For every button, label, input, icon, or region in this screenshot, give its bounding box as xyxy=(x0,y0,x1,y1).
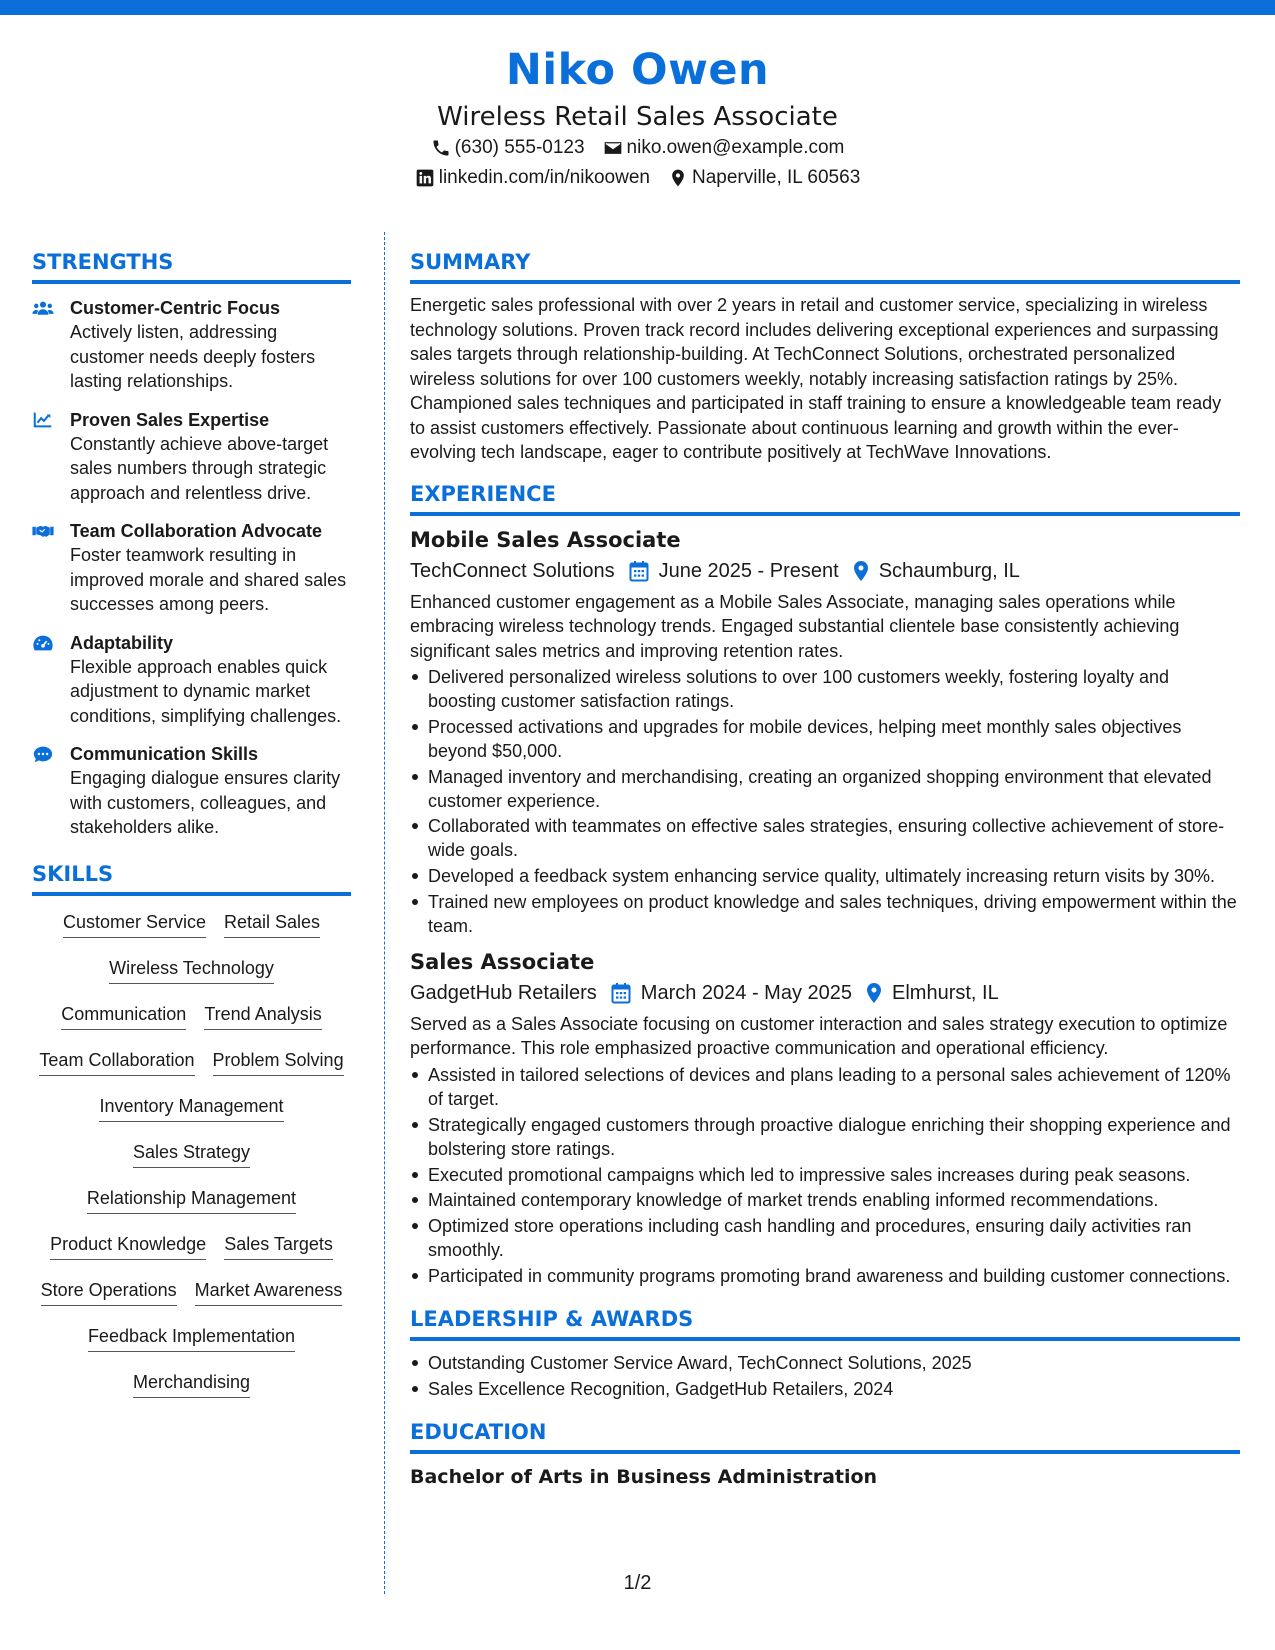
candidate-name: Niko Owen xyxy=(505,45,770,95)
skill-tag: Trend Analysis xyxy=(204,1002,321,1030)
job-location: Elmhurst, IL xyxy=(892,981,999,1004)
job-bullet: Strategically engaged customers through proactive dialogue enriching their shopping experience and bolstering store ratings. xyxy=(410,1113,1240,1161)
skill-tag: Customer Service xyxy=(63,910,206,938)
map-pin-icon xyxy=(864,982,884,1004)
strength-name: Proven Sales Expertise xyxy=(70,409,270,430)
location-text: Naperville, IL 60563 xyxy=(691,167,861,188)
job-meta xyxy=(410,556,1240,586)
job-title: Sales Associate xyxy=(410,949,595,974)
strength-name: Communication Skills xyxy=(70,744,259,764)
contact-row-1 xyxy=(0,133,1275,163)
skill-tag: Relationship Management xyxy=(87,1186,296,1214)
skill-tag: Merchandising xyxy=(133,1370,250,1398)
gauge-icon xyxy=(32,633,54,653)
leadership-heading: LEADERSHIP & AWARDS xyxy=(410,1305,1240,1341)
job-bullet: Delivered personalized wireless solutions to over 100 customers weekly, fostering loyalty and boosting customer satisfaction ratings. xyxy=(410,665,1240,713)
award-item: Outstanding Customer Service Award, TechConnect Solutions, 2025 xyxy=(410,1351,1240,1375)
strength-item xyxy=(32,742,351,840)
job-location: Schaumburg, IL xyxy=(878,559,1020,582)
skill-tag: Wireless Technology xyxy=(109,956,274,984)
job-company: GadgetHub Retailers xyxy=(410,981,597,1004)
job-bullets xyxy=(410,1063,1240,1288)
job-entry xyxy=(410,526,1240,938)
skill-tag: Product Knowledge xyxy=(50,1232,206,1260)
job-description: Served as a Sales Associate focusing on customer interaction and sales strategy execution to optimize performance. This role emphasized proactive communication and operational efficiency. xyxy=(410,1013,1228,1059)
skill-tag: Sales Strategy xyxy=(133,1140,250,1168)
skill-tag: Feedback Implementation xyxy=(88,1324,295,1352)
skills-section xyxy=(32,860,351,1416)
job-bullet: Managed inventory and merchandising, creating an organized shopping environment that elevated customer experience. xyxy=(410,765,1240,813)
linkedin-text[interactable]: linkedin.com/in/nikoowen xyxy=(438,167,650,188)
job-bullet: Participated in community programs promoting brand awareness and building customer connections. xyxy=(410,1264,1240,1288)
strengths-heading: STRENGTHS xyxy=(32,248,351,284)
phone-text: (630) 555-0123 xyxy=(454,137,585,158)
map-pin-icon xyxy=(851,560,871,582)
strength-item xyxy=(32,296,351,394)
strength-name: Adaptability xyxy=(70,632,174,653)
skill-tag: Sales Targets xyxy=(224,1232,333,1260)
skills-heading: SKILLS xyxy=(32,860,351,896)
skill-tag: Market Awareness xyxy=(195,1278,343,1306)
strength-desc: Constantly achieve above-target sales numbers through strategic approach and relentless drive. xyxy=(70,433,329,503)
calendar-icon xyxy=(629,560,649,582)
summary-text: Energetic sales professional with over 2 years in retail and customer service, specializing in wireless technology solutions. Proven track record includes delivering exceptional experiences and surpassing sales targets through relationship-building. At TechConnect Solutions, orchestrated personalized wireless solutions for over 100 customers weekly, notably increasing satisfaction ratings by 25%. Championed sales techniques and participated in staff training to ensure a knowledgeable team ready to assist customers effectively. Passionate about continuous learning and growth within the ever-evolving tech landscape, eager to contribute positively at TechWave Innovations. xyxy=(410,295,1222,462)
job-description: Enhanced customer engagement as a Mobile Sales Associate, managing sales operations while embracing wireless technology trends. Engaged substantial clientele base consistently achieving significant sales metrics and improving retention rates. xyxy=(410,591,1180,661)
strength-item xyxy=(32,408,351,506)
calendar-icon xyxy=(611,982,631,1004)
summary-heading: SUMMARY xyxy=(410,248,1240,284)
users-icon xyxy=(32,298,54,318)
phone-contact xyxy=(431,133,585,163)
skill-tag: Communication xyxy=(61,1002,186,1030)
job-bullet: Developed a feedback system enhancing service quality, ultimately increasing return visits by 30%. xyxy=(410,864,1240,888)
strengths-list xyxy=(32,296,351,840)
left-column xyxy=(32,248,351,1416)
job-bullet: Trained new employees on product knowledge and sales techniques, driving empowerment within the team. xyxy=(410,890,1240,938)
job-company: TechConnect Solutions xyxy=(410,559,615,582)
education-degree: Bachelor of Arts in Business Administration xyxy=(410,1465,878,1488)
job-dates: June 2025 - Present xyxy=(658,559,839,582)
contact-row-2 xyxy=(0,163,1275,193)
skill-tag: Problem Solving xyxy=(213,1048,344,1076)
award-item: Sales Excellence Recognition, GadgetHub Retailers, 2024 xyxy=(410,1377,1240,1401)
location-contact xyxy=(668,163,860,193)
experience-section xyxy=(410,480,1240,1288)
job-bullet: Processed activations and upgrades for mobile devices, helping meet monthly sales objectives beyond $50,000. xyxy=(410,715,1240,763)
job-title: Mobile Sales Associate xyxy=(410,527,681,552)
phone-icon xyxy=(431,138,451,158)
skill-tag: Inventory Management xyxy=(99,1094,283,1122)
top-accent-bar xyxy=(0,0,1275,15)
job-bullets xyxy=(410,665,1240,938)
job-bullet: Assisted in tailored selections of devices and plans leading to a personal sales achievement of 120% of target. xyxy=(410,1063,1240,1111)
chart-line-icon xyxy=(32,410,54,430)
strength-desc: Engaging dialogue ensures clarity with customers, colleagues, and stakeholders alike. xyxy=(70,768,341,837)
envelope-icon xyxy=(603,138,623,158)
right-column xyxy=(410,248,1240,1490)
linkedin-contact[interactable] xyxy=(415,163,650,193)
candidate-title: Wireless Retail Sales Associate xyxy=(437,102,838,132)
linkedin-icon xyxy=(415,168,435,188)
strength-desc: Foster teamwork resulting in improved morale and shared sales successes among peers. xyxy=(70,545,347,614)
strength-desc: Actively listen, addressing customer needs deeply fosters lasting relationships. xyxy=(70,322,316,391)
education-heading: EDUCATION xyxy=(410,1418,1240,1454)
education-section xyxy=(410,1418,1240,1490)
chat-icon xyxy=(32,744,54,764)
resume-header xyxy=(0,40,1275,193)
job-dates: March 2024 - May 2025 xyxy=(640,981,853,1004)
leadership-list xyxy=(410,1351,1240,1401)
leadership-section xyxy=(410,1305,1240,1401)
handshake-icon xyxy=(32,521,54,541)
strength-item xyxy=(32,631,351,729)
skills-list xyxy=(32,910,351,1416)
page-number: 1/2 xyxy=(623,1572,652,1594)
job-bullet: Executed promotional campaigns which led to impressive sales increases during peak seasons. xyxy=(410,1163,1240,1187)
email-text[interactable]: niko.owen@example.com xyxy=(626,137,845,158)
job-bullet: Collaborated with teammates on effective sales strategies, ensuring collective achievement of store-wide goals. xyxy=(410,814,1240,862)
job-meta xyxy=(410,978,1240,1008)
skill-tag: Team Collaboration xyxy=(39,1048,194,1076)
email-contact[interactable] xyxy=(603,133,845,163)
experience-heading: EXPERIENCE xyxy=(410,480,1240,516)
skill-tag: Retail Sales xyxy=(224,910,320,938)
strength-desc: Flexible approach enables quick adjustment to dynamic market conditions, simplifying challenges. xyxy=(70,656,342,726)
column-divider xyxy=(384,232,385,1594)
strength-name: Customer-Centric Focus xyxy=(70,298,281,318)
job-bullet: Maintained contemporary knowledge of market trends enabling informed recommendations. xyxy=(410,1188,1240,1212)
job-bullet: Optimized store operations including cash handling and procedures, ensuring daily activities ran smoothly. xyxy=(410,1214,1240,1262)
strength-name: Team Collaboration Advocate xyxy=(70,521,323,541)
map-pin-icon xyxy=(668,168,688,188)
strength-item xyxy=(32,519,351,617)
skill-tag: Store Operations xyxy=(41,1278,177,1306)
job-entry xyxy=(410,948,1240,1288)
